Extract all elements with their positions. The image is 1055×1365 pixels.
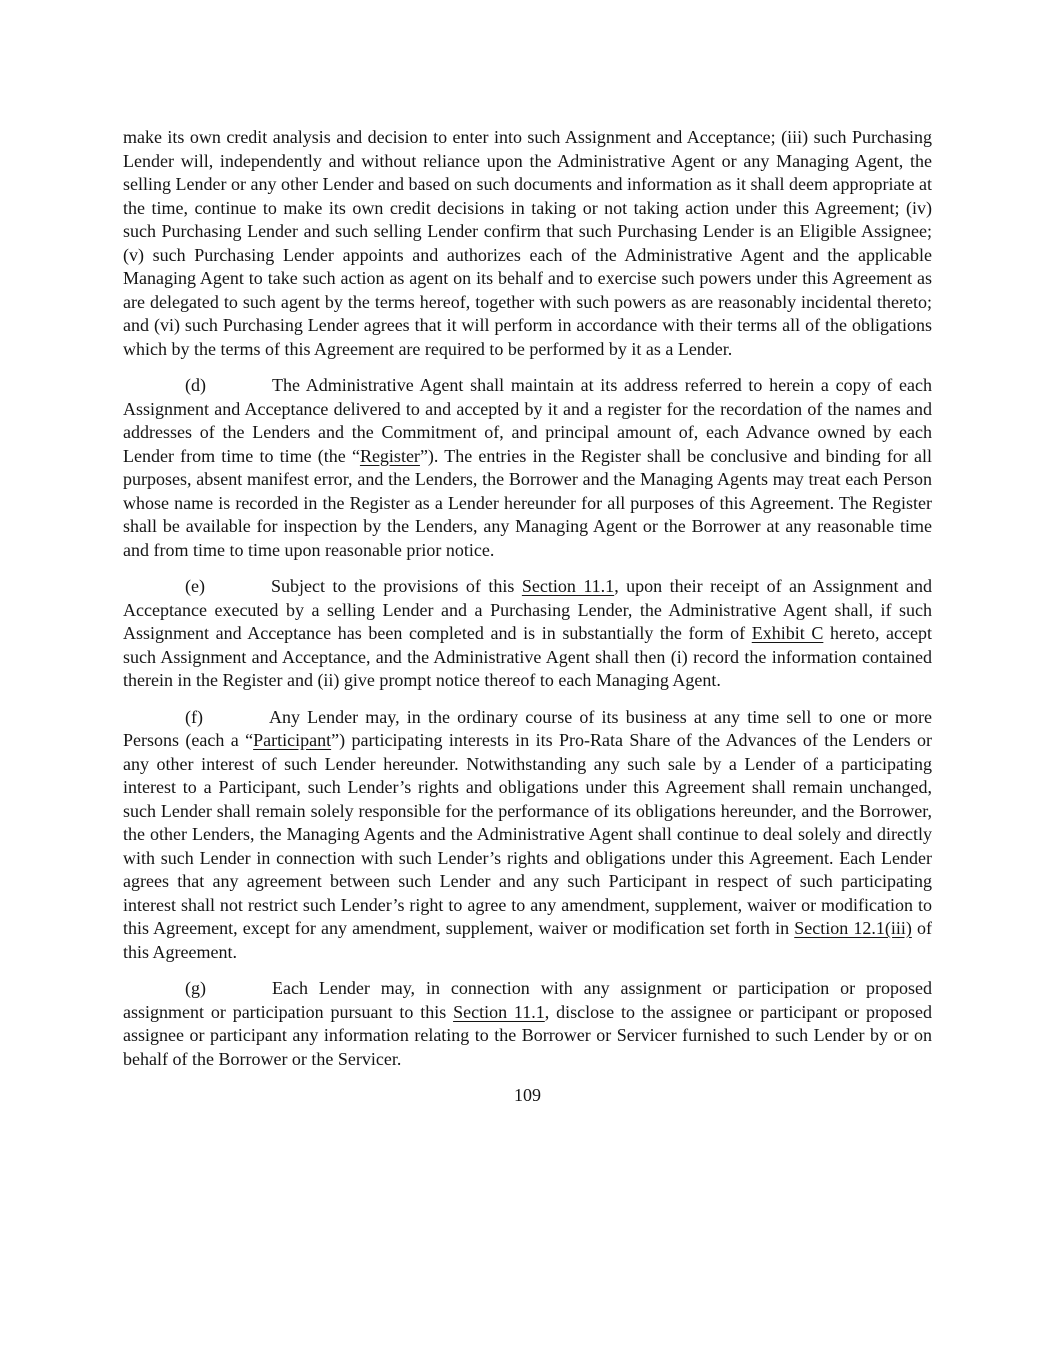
- underlined-term-register: Register: [359, 445, 420, 466]
- text-run: hereto, accept such Assignment and Acceptance, and the Administrative Agent shall then (i) record the information contained therein in the Register and (ii) give prompt notice thereof to each Managing Agent.: [123, 623, 933, 690]
- paragraph-f-label: (f): [185, 706, 203, 727]
- text-run: ”). The entries in the Register shall be conclusive and binding for all purposes, absent manifest error, and the Lenders, the Borrower and the Managing Agents may treat each Person whose name is recorded in the Register as a Lender hereunder for all purposes of this Agreement. The Register shall be available for inspection by the Lenders, any Managing Agent or the Borrower at any reasonable time and from time to time upon reasonable prior notice.: [123, 445, 932, 560]
- paragraph-f: [123, 706, 932, 965]
- text-run: , disclose to the assignee or participant or proposed assignee or participant any information relating to the Borrower or Servicer furnished to such Lender by or on behalf of the Borrower or the Servicer.: [123, 1001, 933, 1069]
- text-run: of this Agreement.: [123, 918, 933, 962]
- paragraph-g: [123, 977, 932, 1071]
- underlined-term-exhibit-c: Exhibit C: [751, 623, 824, 643]
- paragraph-d-label: (d): [185, 375, 206, 395]
- underlined-term-participant: Participant: [253, 730, 332, 750]
- text-run: Any Lender may, in the ordinary course of its business at any time sell to one or more Persons (each a “: [123, 706, 932, 750]
- paragraph-e: [123, 575, 932, 693]
- paragraph-d: [123, 374, 932, 562]
- underlined-term-section-12-1-iii: Section 12.1(iii): [794, 918, 912, 938]
- text-run: make its own credit analysis and decision to enter into such Assignment and Acceptance; (iii) such Purchasing Lender will, independently and without reliance upon the Administrative Agent or any Managing Agent, the selling Lender or any other Lender and based on such documents and information as it shall deem appropriate at the time, continue to make its own credit decisions in taking or not taking action under this Agreement; (iv) such Purchasing Lender and such selling Lender confirm that such Purchasing Lender is an Eligible Assignee; (v) such Purchasing Lender appoints and authorizes each of the Administrative Agent and the applicable Managing Agent to take such action as agent on its behalf and to exercise such powers under this Agreement as are delegated to such agent by the terms hereof, together with such powers as are reasonably incidental thereto; and (vi) such Purchasing Lender agrees that it will perform in accordance with their terms all of the obligations which by the terms of this Agreement are required to be performed by it as a Lender.: [123, 127, 932, 359]
- paragraph-g-label: (g): [185, 978, 206, 998]
- text-run: Subject to the provisions of this: [270, 576, 522, 596]
- paragraph-e-label: (e): [185, 576, 205, 596]
- text-run: The Administrative Agent shall maintain at its address referred to herein a copy of each Assignment and Acceptance delivered to and accepted by it and a register for the recordation of the names and addresses of the Lenders and the Commitment of, and principal amount of, each Advance owned by each Lender from time to time (the “: [123, 375, 932, 466]
- paragraph-continuation: [123, 126, 932, 361]
- page-number: 109: [514, 1085, 541, 1105]
- page-content: [123, 126, 932, 1108]
- text-run: Each Lender may, in connection with any assignment or participation or proposed assignment or participation pursuant to this: [123, 978, 932, 1022]
- text-run: ”) participating interests in its Pro-Rata Share of the Advances of the Lenders or any other interest of such Lender hereunder. Notwithstanding any such sale by a Lender of a participating interest to a Participant, such Lender’s rights and obligations under this Agreement shall remain unchanged, such Lender shall remain solely responsible for the performance of its obligations hereunder, and the Borrower, the other Lenders, the Managing Agents and the Administrative Agent shall continue to deal solely and directly with such Lender in connection with such Lender’s rights and obligations under this Agreement. Each Lender agrees that any agreement between such Lender and any such Participant in respect of such participating interest shall not restrict such Lender’s right to agree to any amendment, supplement, waiver or modification to this Agreement, except for any amendment, supplement, waiver or modification set forth in: [123, 730, 932, 938]
- underlined-term-section-11-1: Section 11.1: [521, 576, 615, 596]
- text-run: , upon their receipt of an Assignment and Acceptance executed by a selling Lender and a Purchasing Lender, the Administrative Agent shall, if such Assignment and Acceptance has been completed and is in substantially the form of: [123, 576, 932, 643]
- underlined-term-section-11-1: Section 11.1: [453, 1001, 545, 1022]
